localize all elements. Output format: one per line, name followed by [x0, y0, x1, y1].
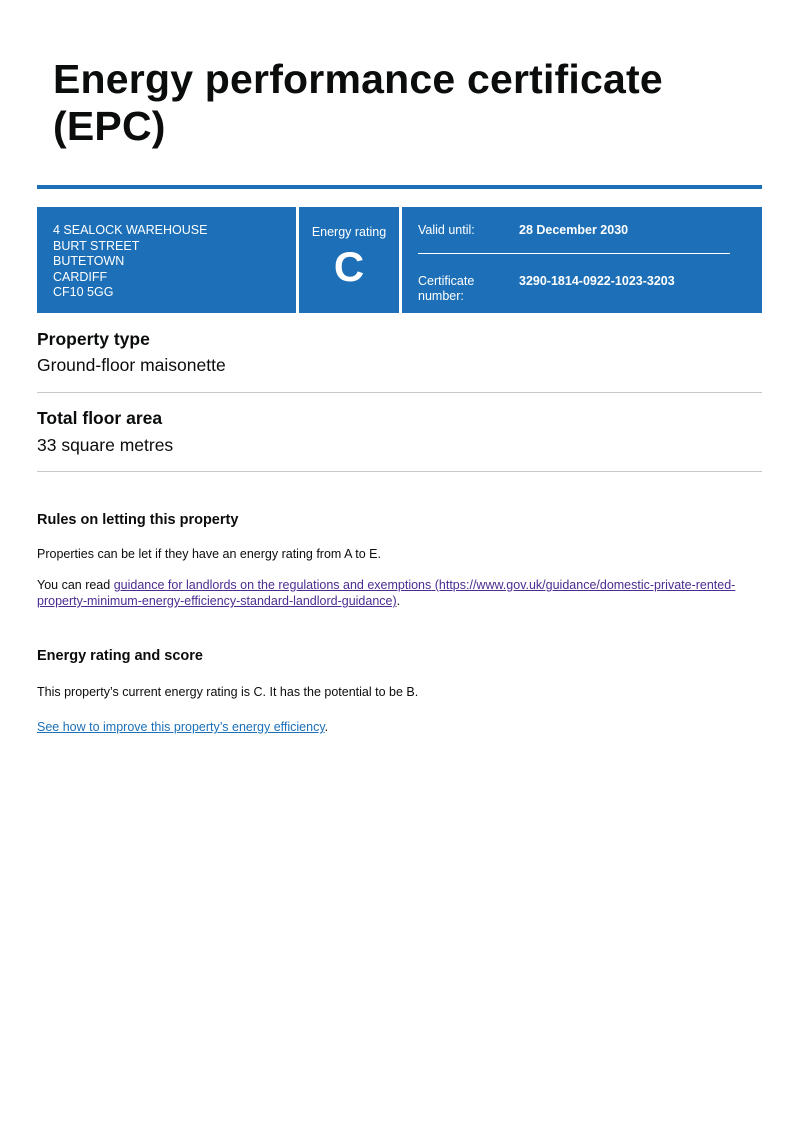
guidance-suffix: .	[396, 594, 401, 608]
title-divider	[37, 185, 762, 189]
landlord-guidance-link-text: guidance for landlords on the regulations and exemptions	[113, 578, 432, 592]
certificate-number-value: 3290-1814-0922-1023-3203	[519, 274, 675, 288]
property-address	[53, 223, 207, 301]
floor-area-heading: Total floor area	[37, 408, 163, 428]
floor-area-value: 33 square metres	[37, 435, 174, 455]
letting-guidance-paragraph	[37, 577, 762, 609]
address-line: CARDIFF	[53, 269, 108, 284]
letting-rules-heading: Rules on letting this property	[37, 512, 239, 528]
energy-rating-score-text: This property’s current energy rating is C. It has the potential to be B.	[37, 685, 419, 699]
property-type-heading: Property type	[37, 329, 150, 349]
valid-until-label: Valid until:	[418, 223, 475, 237]
certificate-number-label-line: Certificate	[418, 274, 475, 288]
energy-rating-label: Energy rating	[311, 225, 387, 239]
address-line: BURT STREET	[53, 238, 140, 253]
letting-rules-text: Properties can be let if they have an energy rating from A to E.	[37, 547, 381, 561]
banner-rule	[418, 253, 730, 254]
banner-divider	[399, 207, 402, 313]
improve-link-suffix: .	[324, 720, 329, 734]
improve-efficiency-link[interactable]: See how to improve this property’s energy efficiency	[37, 720, 325, 734]
landlord-guidance-url: (https://www.gov.uk/guidance/domestic-private-rented-property-minimum-energy-efficiency-standard-landlord-guidance)	[37, 578, 736, 608]
address-line: BUTETOWN	[53, 254, 125, 268]
improve-efficiency-paragraph	[37, 719, 762, 735]
address-postcode: CF10 5GG	[53, 285, 114, 299]
section-divider	[37, 392, 762, 393]
section-divider	[37, 471, 762, 472]
certificate-summary-banner	[37, 207, 762, 313]
page-title: Energy performance certificate (EPC)	[53, 56, 663, 149]
certificate-number-label	[418, 274, 474, 304]
certificate-number-label-line: number:	[418, 289, 464, 303]
guidance-prefix: You can read	[37, 578, 114, 592]
property-type-value: Ground-floor maisonette	[37, 355, 226, 375]
energy-rating-letter: C	[333, 243, 365, 290]
landlord-guidance-link[interactable]	[37, 578, 735, 608]
energy-rating-score-heading: Energy rating and score	[37, 648, 203, 664]
valid-until-value: 28 December 2030	[519, 223, 629, 237]
address-line: 4 SEALOCK WAREHOUSE	[53, 223, 208, 237]
